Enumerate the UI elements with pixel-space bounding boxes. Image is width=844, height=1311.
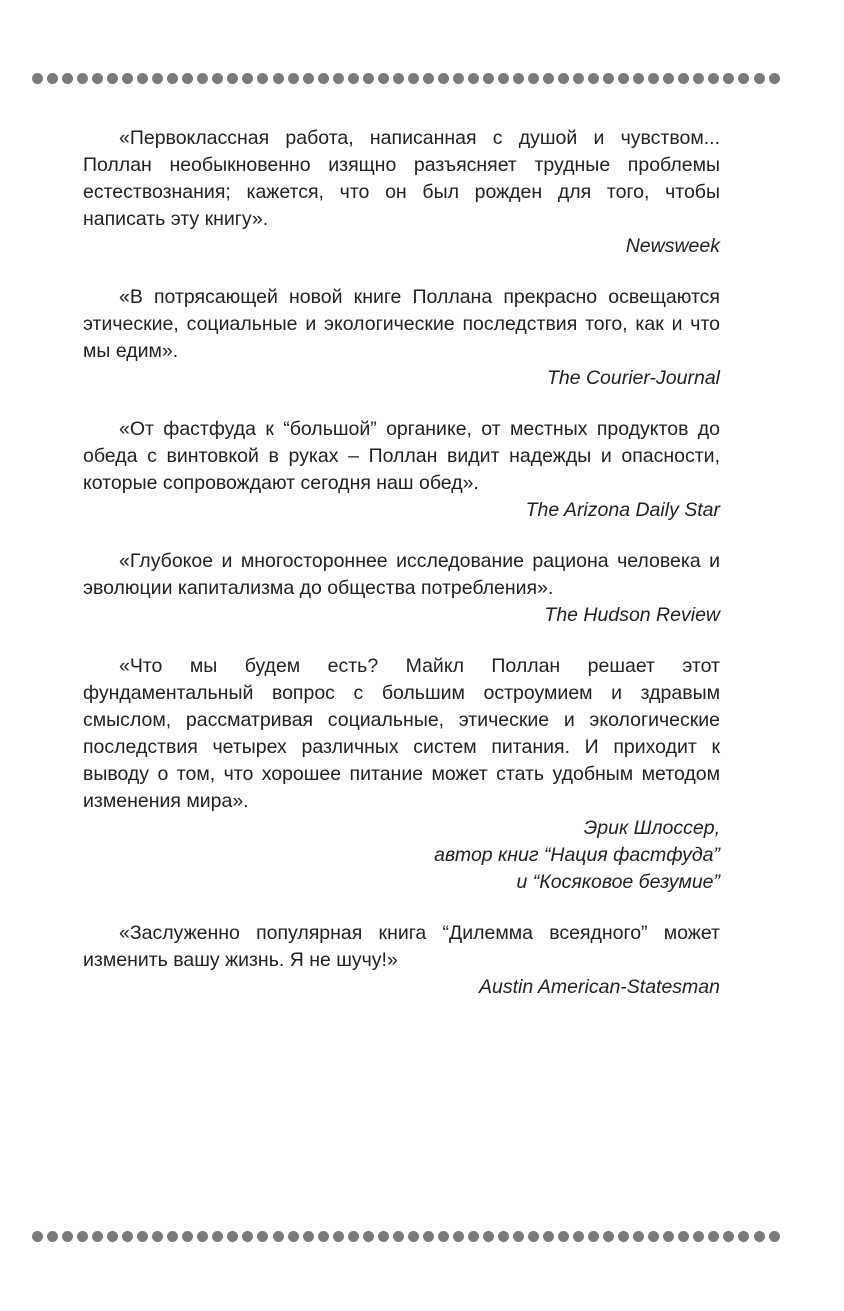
bottom-dotted-border — [32, 1229, 780, 1243]
decorative-dot — [408, 73, 419, 84]
decorative-dot — [137, 1231, 148, 1242]
decorative-dot — [92, 73, 103, 84]
quote-block-austin-american-statesman — [83, 920, 720, 1001]
quote-text: «От фастфуда к “большой” органике, от местных продуктов до обеда с винтовкой в руках – Поллан видит надежды и опасности, которые сопровождают сегодня наш обед». — [83, 418, 720, 494]
decorative-dot — [122, 73, 133, 84]
quote-text: «Заслуженно популярная книга “Дилемма всеядного” может изменить вашу жизнь. Я не шучу!» — [83, 922, 720, 971]
decorative-dot — [543, 1231, 554, 1242]
quote-text: «В потрясающей новой книге Поллана прекрасно освещаются этические, социальные и экологические последствия того, как и что мы едим». — [83, 286, 720, 362]
decorative-dot — [242, 73, 253, 84]
decorative-dot — [588, 1231, 599, 1242]
decorative-dot — [769, 73, 780, 84]
decorative-dot — [393, 1231, 404, 1242]
decorative-dot — [754, 73, 765, 84]
decorative-dot — [393, 73, 404, 84]
decorative-dot — [663, 73, 674, 84]
decorative-dot — [558, 1231, 569, 1242]
quote-source — [83, 233, 720, 260]
decorative-dot — [32, 1231, 43, 1242]
source-line: The Courier-Journal — [546, 367, 720, 389]
decorative-dot — [708, 1231, 719, 1242]
decorative-dot — [122, 1231, 133, 1242]
quote-source — [83, 365, 720, 392]
decorative-dot — [378, 73, 389, 84]
quote-text: «Глубокое и многостороннее исследование рациона человека и эволюции капитализма до общества потребления». — [83, 550, 720, 599]
decorative-dot — [242, 1231, 253, 1242]
decorative-dot — [92, 1231, 103, 1242]
decorative-dot — [47, 73, 58, 84]
decorative-dot — [693, 1231, 704, 1242]
decorative-dot — [363, 1231, 374, 1242]
decorative-dot — [318, 1231, 329, 1242]
decorative-dot — [633, 73, 644, 84]
source-line: автор книг “Нация фастфуда” — [434, 844, 720, 866]
quote-source — [83, 974, 720, 1001]
decorative-dot — [182, 1231, 193, 1242]
decorative-dot — [663, 1231, 674, 1242]
decorative-dot — [438, 73, 449, 84]
decorative-dot — [303, 73, 314, 84]
decorative-dot — [107, 73, 118, 84]
source-line: Austin American-Statesman — [479, 976, 720, 998]
decorative-dot — [588, 73, 599, 84]
decorative-dot — [423, 73, 434, 84]
decorative-dot — [769, 1231, 780, 1242]
source-line: Эрик Шлоссер, — [583, 817, 720, 839]
decorative-dot — [227, 1231, 238, 1242]
decorative-dot — [32, 73, 43, 84]
decorative-dot — [182, 73, 193, 84]
decorative-dot — [318, 73, 329, 84]
decorative-dot — [348, 73, 359, 84]
decorative-dot — [212, 1231, 223, 1242]
source-line: The Arizona Daily Star — [525, 499, 720, 521]
decorative-dot — [498, 1231, 509, 1242]
decorative-dot — [468, 1231, 479, 1242]
decorative-dot — [152, 1231, 163, 1242]
decorative-dot — [723, 1231, 734, 1242]
decorative-dot — [603, 1231, 614, 1242]
decorative-dot — [137, 73, 148, 84]
quote-block-hudson-review — [83, 548, 720, 629]
decorative-dot — [528, 1231, 539, 1242]
decorative-dot — [197, 73, 208, 84]
decorative-dot — [453, 1231, 464, 1242]
decorative-dot — [77, 73, 88, 84]
decorative-dot — [513, 73, 524, 84]
decorative-dot — [257, 1231, 268, 1242]
decorative-dot — [678, 73, 689, 84]
decorative-dot — [62, 1231, 73, 1242]
decorative-dot — [273, 73, 284, 84]
decorative-dot — [678, 1231, 689, 1242]
decorative-dot — [438, 1231, 449, 1242]
decorative-dot — [558, 73, 569, 84]
decorative-dot — [453, 73, 464, 84]
decorative-dot — [754, 1231, 765, 1242]
decorative-dot — [633, 1231, 644, 1242]
decorative-dot — [77, 1231, 88, 1242]
decorative-dot — [378, 1231, 389, 1242]
quote-block-schlosser — [83, 653, 720, 896]
decorative-dot — [273, 1231, 284, 1242]
decorative-dot — [618, 73, 629, 84]
decorative-dot — [47, 1231, 58, 1242]
decorative-dot — [227, 73, 238, 84]
decorative-dot — [333, 73, 344, 84]
decorative-dot — [498, 73, 509, 84]
decorative-dot — [723, 73, 734, 84]
source-line: и “Косяковое безумие” — [516, 871, 720, 893]
decorative-dot — [197, 1231, 208, 1242]
decorative-dot — [543, 73, 554, 84]
decorative-dot — [167, 73, 178, 84]
decorative-dot — [107, 1231, 118, 1242]
quote-source — [83, 815, 720, 896]
decorative-dot — [528, 73, 539, 84]
decorative-dot — [648, 1231, 659, 1242]
decorative-dot — [468, 73, 479, 84]
decorative-dot — [363, 73, 374, 84]
quote-block-newsweek — [83, 125, 720, 260]
quote-block-arizona-daily-star — [83, 416, 720, 524]
decorative-dot — [738, 73, 749, 84]
decorative-dot — [483, 1231, 494, 1242]
decorative-dot — [738, 1231, 749, 1242]
decorative-dot — [257, 73, 268, 84]
quote-source — [83, 497, 720, 524]
decorative-dot — [648, 73, 659, 84]
top-dotted-border — [32, 71, 780, 85]
decorative-dot — [167, 1231, 178, 1242]
decorative-dot — [212, 73, 223, 84]
decorative-dot — [618, 1231, 629, 1242]
source-line: The Hudson Review — [544, 604, 720, 626]
decorative-dot — [573, 73, 584, 84]
quote-block-courier-journal — [83, 284, 720, 392]
decorative-dot — [62, 73, 73, 84]
quotes-page — [83, 125, 720, 1025]
decorative-dot — [408, 1231, 419, 1242]
quote-text: «Первоклассная работа, написанная с душой и чувством... Поллан необыкновенно изящно разъясняет трудные проблемы естествознания; кажется, что он был рожден для того, чтобы написать эту книгу». — [83, 127, 720, 230]
decorative-dot — [573, 1231, 584, 1242]
decorative-dot — [152, 73, 163, 84]
decorative-dot — [348, 1231, 359, 1242]
quote-text: «Что мы будем есть? Майкл Поллан решает этот фундаментальный вопрос с большим остроумием и здравым смыслом, рассматривая социальные, этические и экологические последствия четырех различных систем питания. И приходит к выводу о том, что хорошее питание может стать удобным методом изменения мира». — [83, 655, 720, 812]
decorative-dot — [693, 73, 704, 84]
quote-source — [83, 602, 720, 629]
source-line: Newsweek — [625, 235, 720, 257]
decorative-dot — [423, 1231, 434, 1242]
decorative-dot — [483, 73, 494, 84]
decorative-dot — [603, 73, 614, 84]
decorative-dot — [513, 1231, 524, 1242]
decorative-dot — [333, 1231, 344, 1242]
decorative-dot — [708, 73, 719, 84]
decorative-dot — [303, 1231, 314, 1242]
decorative-dot — [288, 1231, 299, 1242]
decorative-dot — [288, 73, 299, 84]
